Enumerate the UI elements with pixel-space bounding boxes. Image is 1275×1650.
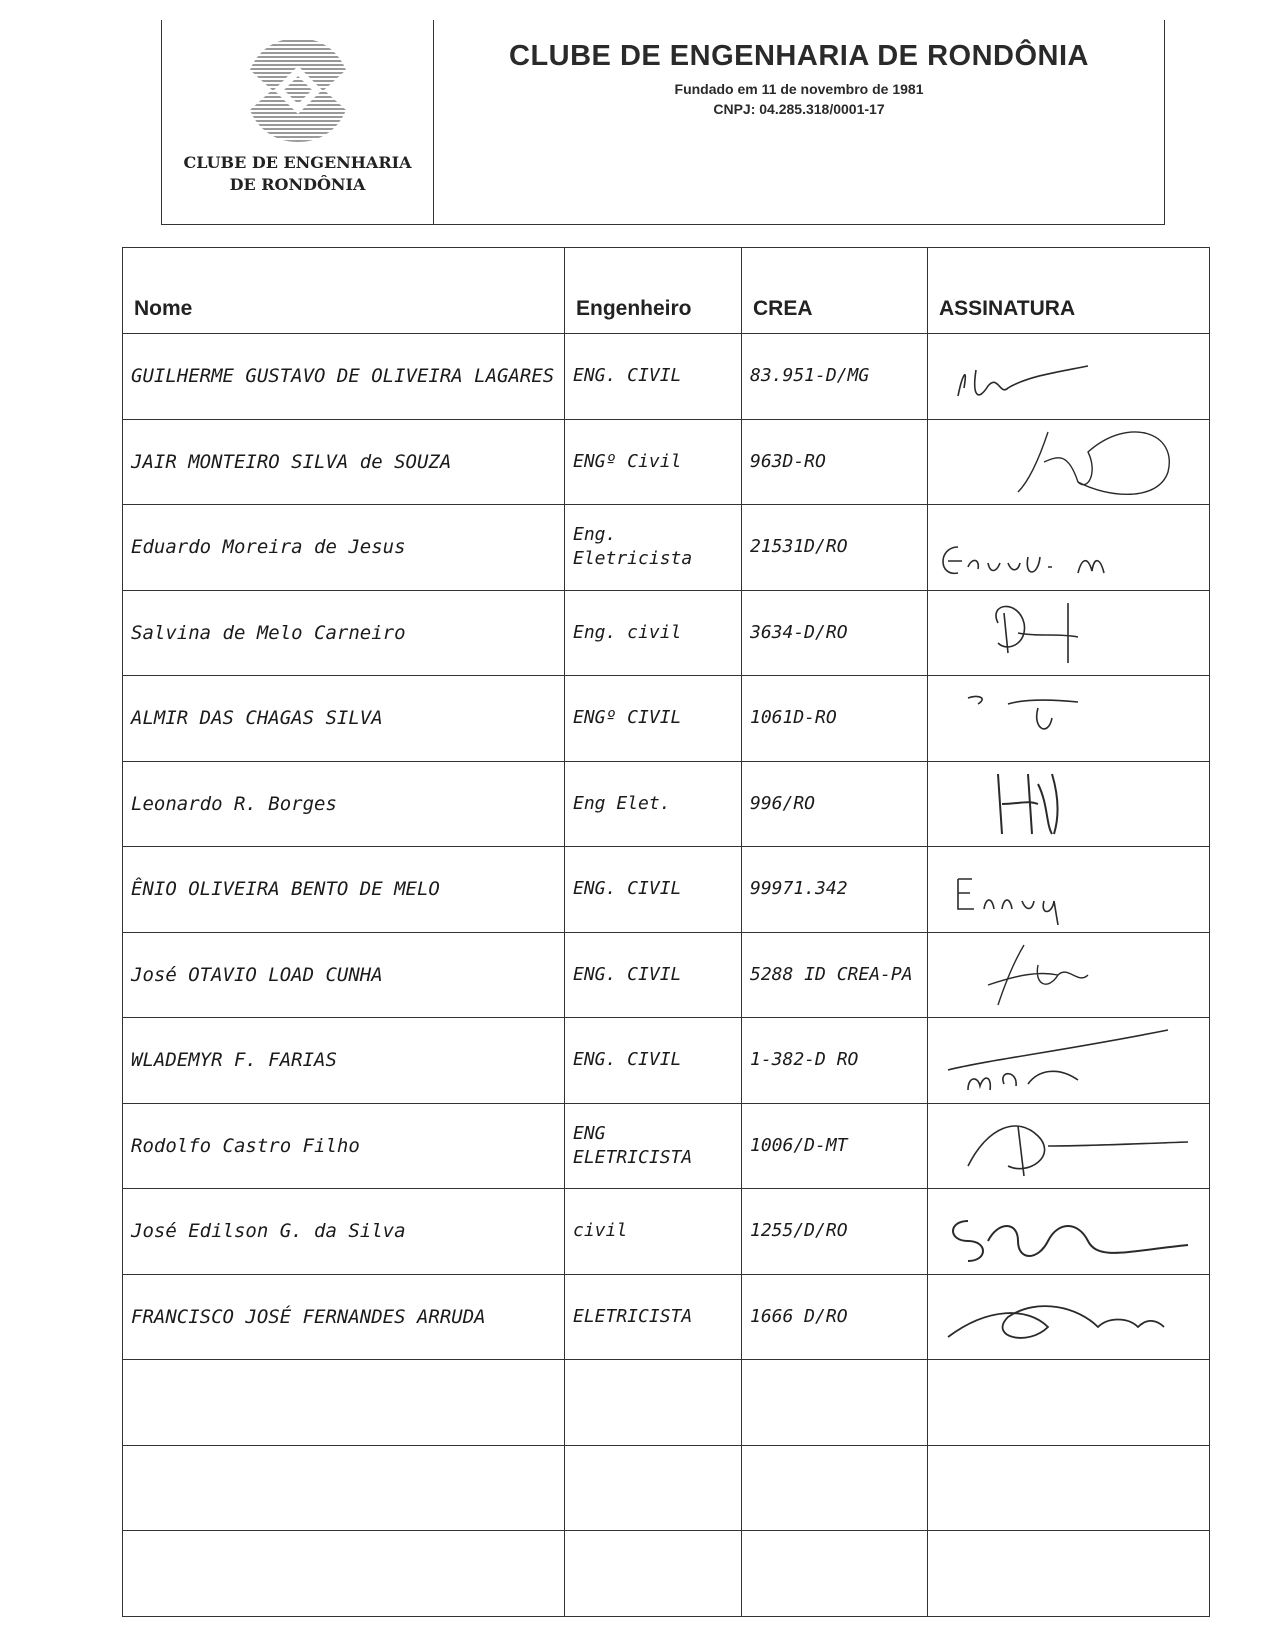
cell-engenheiro: ENG. CIVIL	[565, 847, 742, 933]
cell-assinatura	[928, 847, 1210, 933]
cell-crea: 963D-RO	[742, 419, 928, 505]
cell-engenheiro	[565, 1360, 742, 1446]
signature-image	[928, 336, 1196, 416]
letterhead	[161, 20, 1165, 225]
logo-cell	[162, 20, 434, 224]
cell-nome: José OTAVIO LOAD CUNHA	[123, 932, 565, 1018]
col-header-nome: Nome	[123, 248, 565, 334]
cell-engenheiro: Eng. civil	[565, 590, 742, 676]
cell-nome	[123, 1531, 565, 1617]
cell-assinatura	[928, 1445, 1210, 1531]
cell-crea: 5288 ID CREA-PA	[742, 932, 928, 1018]
table-row	[123, 761, 1210, 847]
cell-crea: 3634-D/RO	[742, 590, 928, 676]
cell-engenheiro	[565, 1445, 742, 1531]
founded-date: Fundado em 11 de novembro de 1981	[674, 81, 924, 97]
cell-engenheiro: ENG ELETRICISTA	[565, 1103, 742, 1189]
cell-nome: Rodolfo Castro Filho	[123, 1103, 565, 1189]
table-row	[123, 1531, 1210, 1617]
cnpj: CNPJ: 04.285.318/0001-17	[713, 101, 885, 117]
cell-crea	[742, 1360, 928, 1446]
cell-crea	[742, 1445, 928, 1531]
signature-image	[928, 422, 1196, 502]
cell-crea: 21531D/RO	[742, 505, 928, 591]
table-row	[123, 932, 1210, 1018]
cell-nome	[123, 1360, 565, 1446]
cell-assinatura	[928, 1531, 1210, 1617]
cell-assinatura	[928, 419, 1210, 505]
cell-nome	[123, 1445, 565, 1531]
cell-crea: 1006/D-MT	[742, 1103, 928, 1189]
signature-image	[928, 849, 1196, 929]
cell-assinatura	[928, 676, 1210, 762]
cell-assinatura	[928, 1360, 1210, 1446]
cell-assinatura	[928, 1018, 1210, 1104]
table-row	[123, 590, 1210, 676]
cell-crea: 1255/D/RO	[742, 1189, 928, 1275]
cell-engenheiro: ENGº CIVIL	[565, 676, 742, 762]
cell-nome: ÊNIO OLIVEIRA BENTO DE MELO	[123, 847, 565, 933]
cell-crea: 83.951-D/MG	[742, 334, 928, 420]
cell-nome: WLADEMYR F. FARIAS	[123, 1018, 565, 1104]
col-header-assinatura: ASSINATURA	[928, 248, 1210, 334]
cell-engenheiro: ENG. CIVIL	[565, 1018, 742, 1104]
cell-assinatura	[928, 932, 1210, 1018]
table-row	[123, 334, 1210, 420]
cell-engenheiro: Eng. Eletricista	[565, 505, 742, 591]
cell-assinatura	[928, 505, 1210, 591]
table-row	[123, 847, 1210, 933]
cell-crea: 1-382-D RO	[742, 1018, 928, 1104]
cell-assinatura	[928, 1103, 1210, 1189]
signature-image	[928, 678, 1196, 758]
club-logo-icon	[242, 36, 354, 144]
signature-image	[928, 1191, 1196, 1271]
cell-crea: 1061D-RO	[742, 676, 928, 762]
title-cell	[434, 20, 1164, 224]
signature-image	[928, 1106, 1196, 1186]
table-row	[123, 1360, 1210, 1446]
cell-engenheiro: civil	[565, 1189, 742, 1275]
cell-assinatura	[928, 1274, 1210, 1360]
cell-engenheiro: ENG. CIVIL	[565, 334, 742, 420]
signature-image	[928, 507, 1196, 587]
table-row	[123, 1018, 1210, 1104]
attendance-table	[122, 247, 1210, 1617]
cell-engenheiro: ELETRICISTA	[565, 1274, 742, 1360]
table-row	[123, 1103, 1210, 1189]
cell-engenheiro: Eng Elet.	[565, 761, 742, 847]
signature-image	[928, 1020, 1196, 1100]
signature-image	[928, 764, 1196, 844]
col-header-engenheiro: Engenheiro	[565, 248, 742, 334]
cell-nome: Salvina de Melo Carneiro	[123, 590, 565, 676]
table-row	[123, 1445, 1210, 1531]
cell-nome: José Edilson G. da Silva	[123, 1189, 565, 1275]
table-row	[123, 1274, 1210, 1360]
cell-assinatura	[928, 590, 1210, 676]
cell-engenheiro	[565, 1531, 742, 1617]
cell-assinatura	[928, 761, 1210, 847]
col-header-crea: CREA	[742, 248, 928, 334]
cell-crea: 1666 D/RO	[742, 1274, 928, 1360]
cell-nome: Leonardo R. Borges	[123, 761, 565, 847]
cell-nome: GUILHERME GUSTAVO DE OLIVEIRA LAGARES	[123, 334, 565, 420]
cell-crea	[742, 1531, 928, 1617]
signature-image	[928, 593, 1196, 673]
table-row	[123, 1189, 1210, 1275]
cell-nome: JAIR MONTEIRO SILVA de SOUZA	[123, 419, 565, 505]
club-title: CLUBE DE ENGENHARIA DE RONDÔNIA	[509, 40, 1089, 72]
cell-crea: 996/RO	[742, 761, 928, 847]
table-row	[123, 676, 1210, 762]
signature-image	[928, 1277, 1196, 1357]
cell-assinatura	[928, 1189, 1210, 1275]
logo-text-line2: DE RONDÔNIA	[229, 175, 366, 194]
signature-image	[928, 935, 1196, 1015]
cell-assinatura	[928, 334, 1210, 420]
cell-crea: 99971.342	[742, 847, 928, 933]
cell-nome: ALMIR DAS CHAGAS SILVA	[123, 676, 565, 762]
table-row	[123, 505, 1210, 591]
cell-nome: Eduardo Moreira de Jesus	[123, 505, 565, 591]
logo-text	[183, 152, 411, 196]
cell-engenheiro: ENG. CIVIL	[565, 932, 742, 1018]
cell-engenheiro: ENGº Civil	[565, 419, 742, 505]
cell-nome: FRANCISCO JOSÉ FERNANDES ARRUDA	[123, 1274, 565, 1360]
table-header-row	[123, 248, 1210, 334]
table-row	[123, 419, 1210, 505]
logo-text-line1: CLUBE DE ENGENHARIA	[183, 153, 412, 172]
